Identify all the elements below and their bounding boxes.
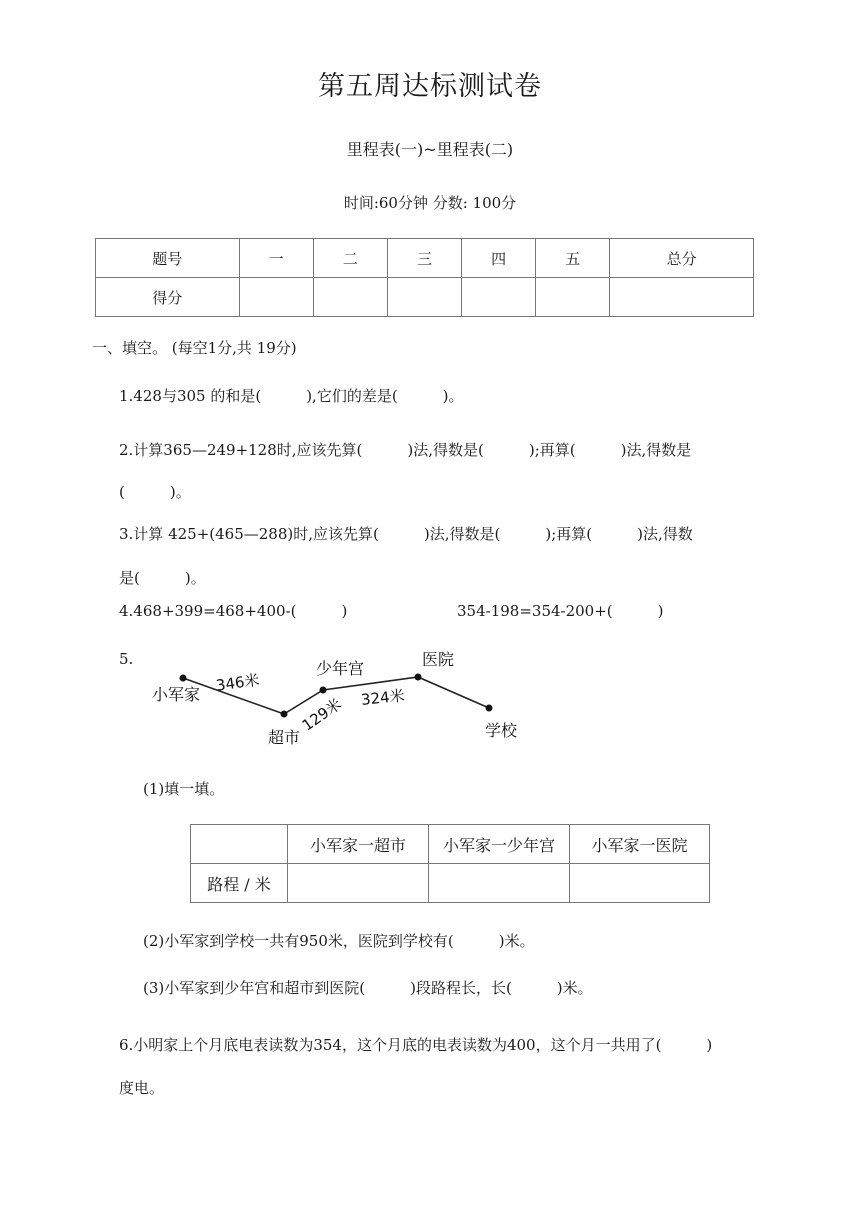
question-5-sub2: (2)小军家到学校一共有950米，医院到学校有( )米。 — [143, 932, 535, 950]
question-6-line2: 度电。 — [119, 1079, 165, 1097]
section1-heading: 一、填空。 (每空1分,共 19分) — [92, 339, 297, 357]
route-map — [140, 640, 520, 755]
score-table-header-row — [96, 239, 754, 278]
home-point — [180, 675, 187, 682]
route-table-header-row — [191, 825, 710, 864]
route-cell-blank — [288, 864, 429, 903]
score-header-cell: 五 — [536, 239, 610, 278]
time-info: 时间:60分钟 分数: 100分 — [343, 194, 517, 212]
score-row-label: 得分 — [96, 278, 240, 317]
score-table — [95, 238, 754, 317]
question-5-sub1: (1)填一填。 — [143, 780, 225, 798]
distance-129-label: 129米 — [298, 694, 345, 735]
route-header-cell-empty — [191, 825, 288, 864]
route-row-label: 路程 / 米 — [191, 864, 288, 903]
score-header-cell: 四 — [462, 239, 536, 278]
page-title: 第五周达标测试卷 — [318, 71, 542, 102]
route-cell-blank — [570, 864, 710, 903]
supermarket-label: 超市 — [268, 728, 301, 747]
question-5-label: 5. — [119, 650, 134, 668]
hospital-label: 医院 — [422, 650, 455, 669]
score-cell-blank — [387, 278, 461, 317]
route-cell-blank — [429, 864, 570, 903]
question-2-line2: ( )。 — [119, 483, 191, 501]
school-label: 学校 — [485, 721, 518, 740]
page-subtitle: 里程表(一)~里程表(二) — [346, 140, 514, 159]
question-2-line1: 2.计算365—249+128时,应该先算( )法,得数是( );再算( )法,得数是 — [119, 441, 692, 459]
home-label: 小军家 — [152, 685, 201, 704]
question-4a: 4.468+399=468+400-( ) — [119, 602, 348, 620]
school-point — [486, 705, 493, 712]
question-1: 1.428与305 的和是( ),它们的差是( )。 — [119, 387, 464, 405]
score-cell-blank — [239, 278, 313, 317]
distance-346-label: 346米 — [214, 670, 261, 695]
youth-palace-label: 少年宫 — [316, 659, 365, 678]
route-table-distance-row — [191, 864, 710, 903]
score-header-cell: 三 — [387, 239, 461, 278]
score-header-cell: 总分 — [610, 239, 754, 278]
question-6-line1: 6.小明家上个月底电表读数为354，这个月底的电表读数为400，这个月一共用了( ) — [119, 1036, 713, 1054]
route-header-cell: 小军家一医院 — [570, 825, 710, 864]
score-header-cell: 一 — [239, 239, 313, 278]
question-5-sub3: (3)小军家到少年宫和超市到医院( )段路程长，长( )米。 — [143, 979, 593, 997]
score-header-cell: 二 — [313, 239, 387, 278]
score-cell-blank — [313, 278, 387, 317]
distance-324-label: 324米 — [360, 686, 406, 709]
score-cell-blank — [462, 278, 536, 317]
route-table — [190, 824, 710, 903]
score-cell-blank — [610, 278, 754, 317]
question-3-line1: 3.计算 425+(465—288)时,应该先算( )法,得数是( );再算( )法,得数 — [119, 525, 693, 543]
route-header-cell: 小军家一少年宫 — [429, 825, 570, 864]
route-header-cell: 小军家一超市 — [288, 825, 429, 864]
score-cell-blank — [536, 278, 610, 317]
question-4b: 354-198=354-200+( ) — [457, 602, 664, 620]
supermarket-point — [281, 711, 288, 718]
hospital-point — [415, 674, 422, 681]
score-table-score-row — [96, 278, 754, 317]
score-header-cell: 题号 — [96, 239, 240, 278]
question-3-line2: 是( )。 — [119, 569, 206, 587]
youth-palace-point — [320, 687, 327, 694]
